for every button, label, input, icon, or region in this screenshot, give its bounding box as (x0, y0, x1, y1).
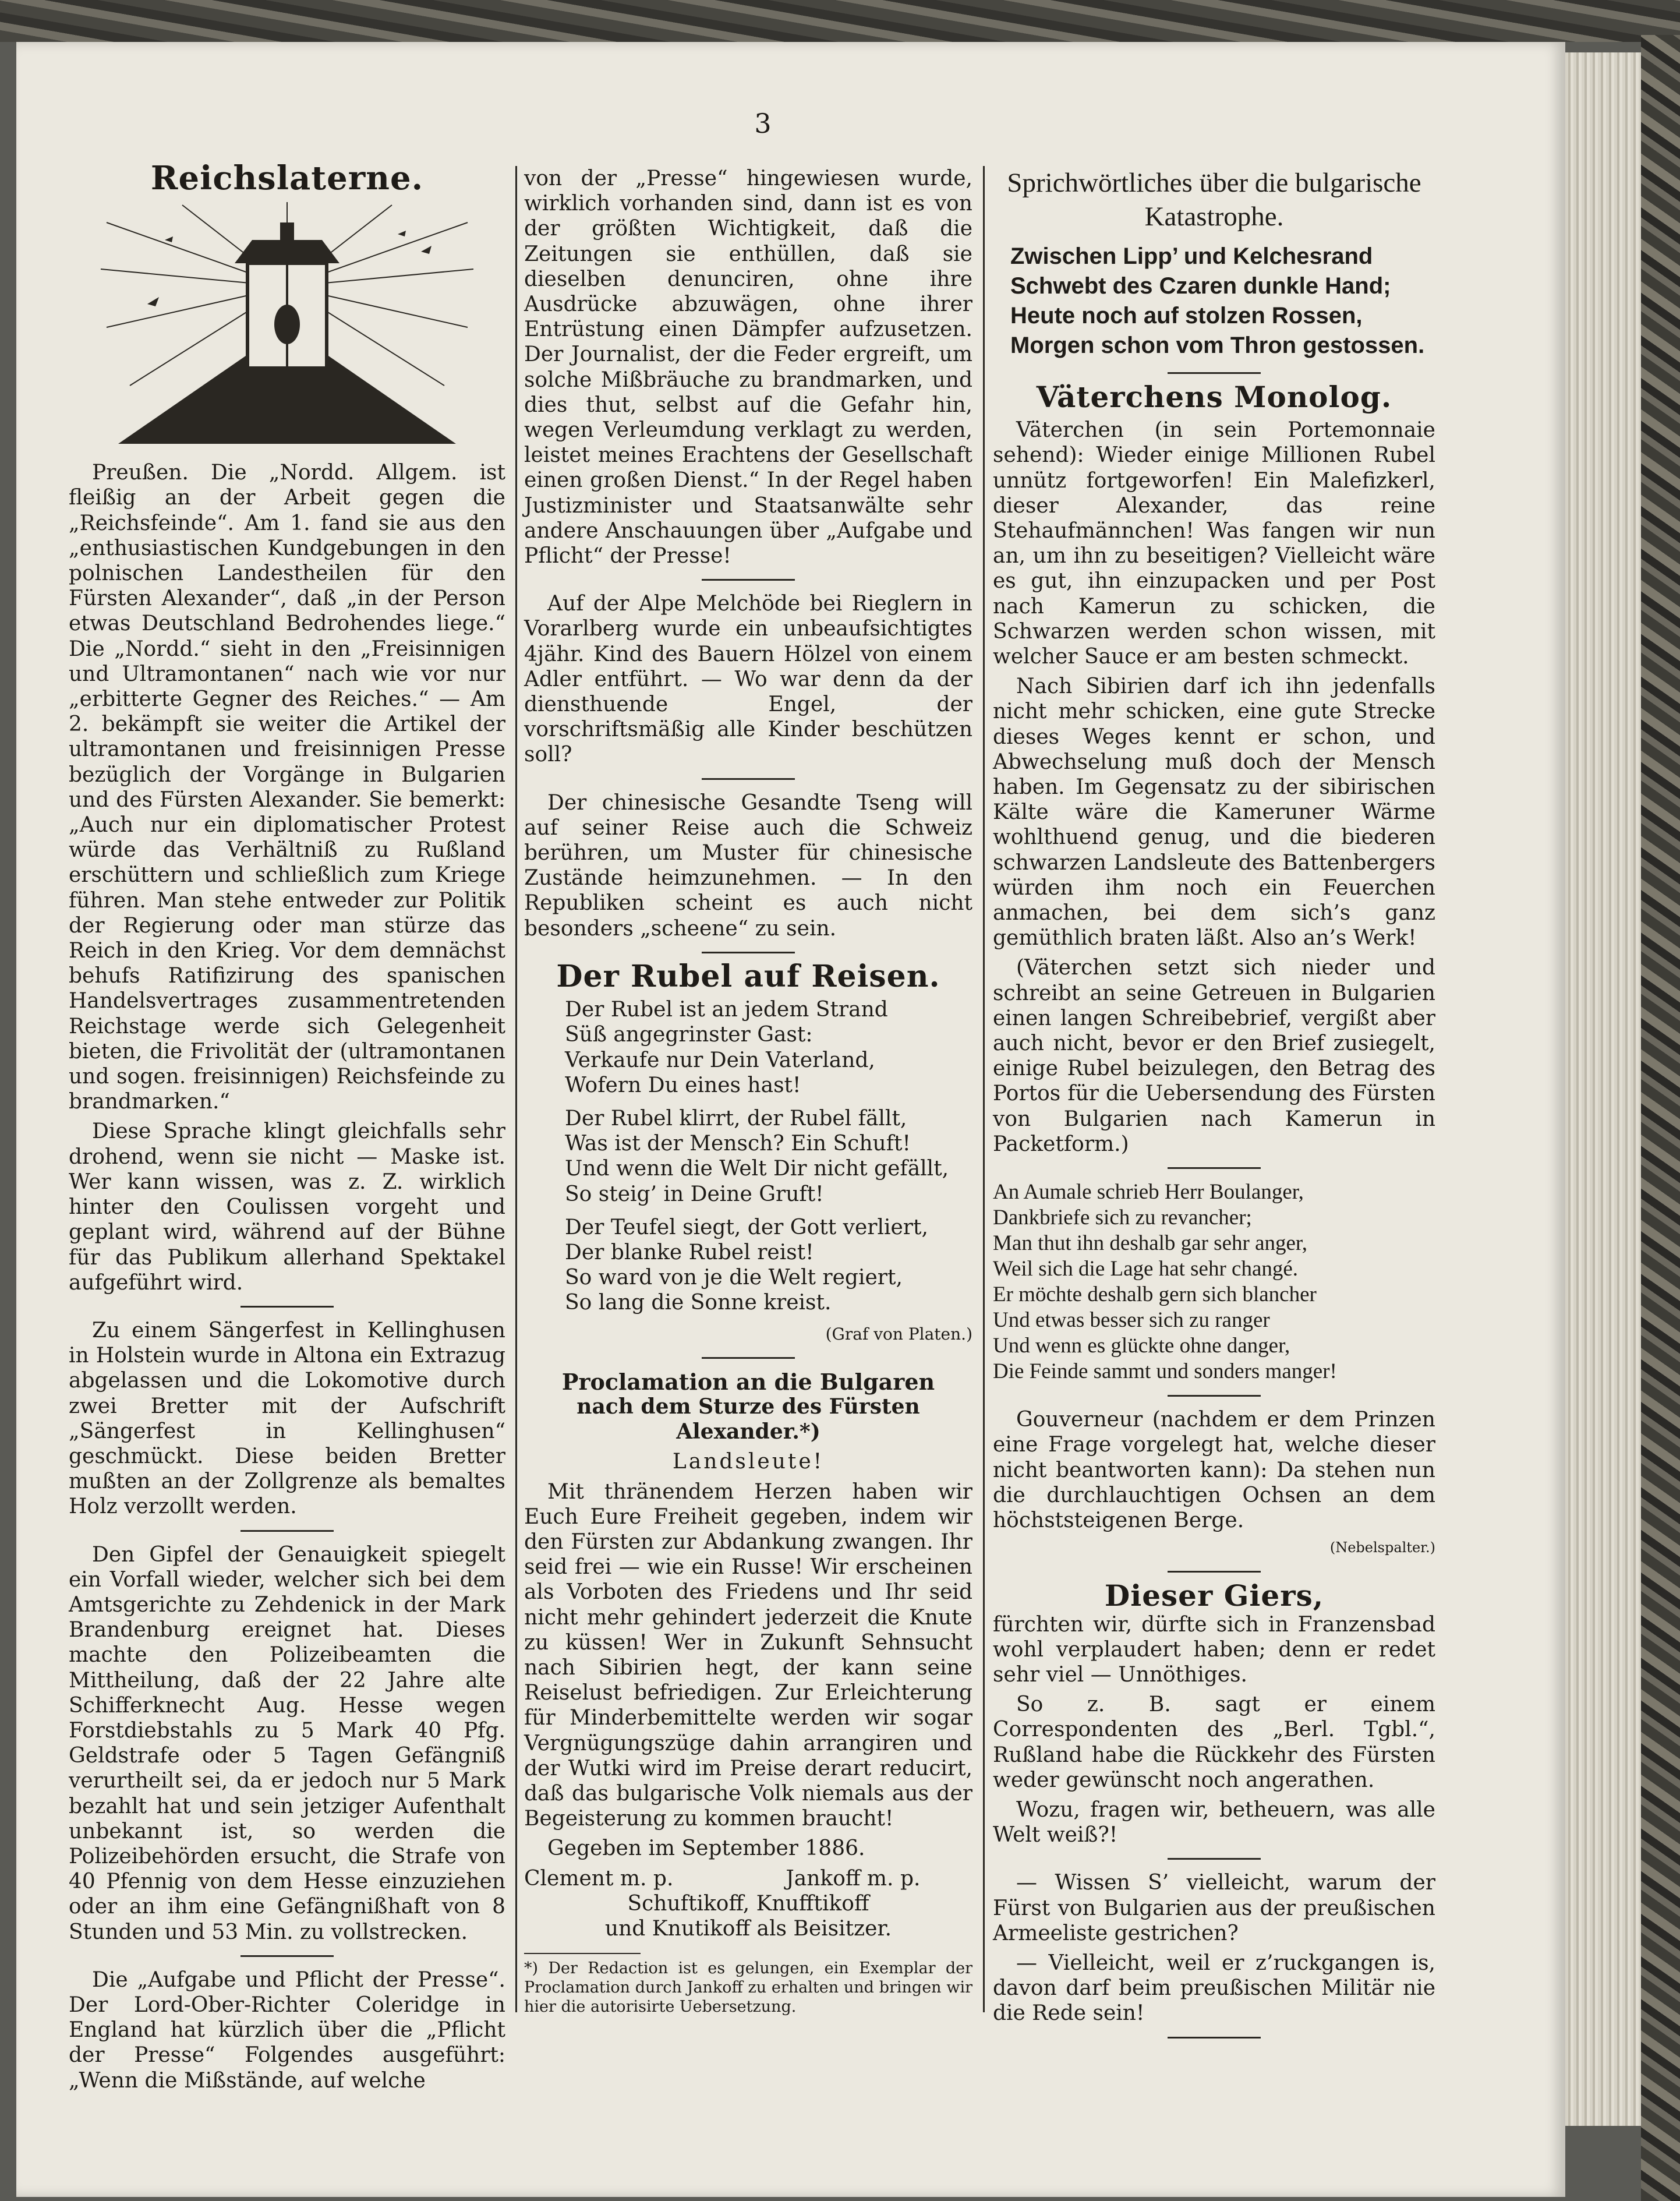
proverb-verse (1010, 242, 1435, 361)
separator (1168, 1395, 1261, 1397)
separator (240, 1306, 334, 1308)
proclamation-subtitle: nach dem Sturze des Fürsten Alexander.*) (576, 1394, 920, 1444)
paragraph-tseng: Der chinesische Gesandte Tseng will auf seiner Reise auch die Schweiz berühren, um Muster für chinesische Zustände heimzunehmen. — In den Republiken scheint es auch nicht besonders „scheene“ zu sein. (524, 790, 972, 941)
poem-line: Der blanke Rubel reist! (565, 1240, 814, 1264)
page-number: 3 (754, 108, 772, 139)
poem-line: So ward von je die Welt regiert, (565, 1266, 903, 1290)
separator (702, 579, 795, 581)
giers-paragraph: fürchten wir, dürfte sich in Franzensbad wohl verplaudert haben; denn er redet sehr viel — Unnöthiges. (993, 1612, 1435, 1687)
column-rule-right (983, 166, 985, 2012)
giers-paragraph: So z. B. sagt er einem Correspondenten des „Berl. Tgbl.“, Rußland habe die Rückkehr des Fürsten weder gewünscht noch angerathen. (993, 1693, 1435, 1792)
paragraph-preussen: Preußen. Die „Nordd. Allgem. ist fleißig an der Arbeit gegen die „Reichsfeinde“. Am 1. fand sie aus den „enthusiastischen Kundgebungen in den polnischen Landestheilen für den Fürsten Alexander“, daß „in der Person etwas Deutschland Bedrohendes liege.“ Die „Nordd.“ sieht in den „Freisinnigen und Ultramontanen“ nach wie vor nur „erbitterte Gegner des Reiches.“ — Am 2. bekämpft sie weiter die Artikel der ultramontanen und freisinnigen Presse bezüglich der Vorgänge in Bulgarien und des Fürsten Alexander. Sie bemerkt: „Auch nur ein diplomatischer Protest würde das Verhältniß zu Rußland erschüttern und schließlich zum Kriege führen. Man stehe entweder zur Politik der Regierung oder man stürze das Reich in den Krieg. Vor dem demnächst behufs Ratifizirung des spanischen Handelsvertrages zusammentretenden Reichstage werde sich Gelegenheit bieten, die Frivolität der (ultramontanen und sogen. freisinnigen) Reichsfeinde zu brandmarken.“ (69, 461, 505, 1114)
verse-line: Er möchte deshalb gern sich blancher (993, 1283, 1317, 1307)
poem-line: So lang die Sonne kreist. (565, 1291, 832, 1315)
dialog-line: — Wissen S’ vielleicht, warum der Fürst von Bulgarien aus der preußischen Armeeliste gestrichen? (993, 1871, 1435, 1945)
signature-clement: Clement m. p. (524, 1866, 674, 1891)
binding-top (0, 0, 1680, 42)
column-rule-left (515, 166, 517, 2012)
signature-jankoff: Jankoff m. p. (786, 1866, 921, 1891)
poem-line: Der Teufel siegt, der Gott verliert, (565, 1215, 928, 1239)
verse-line: Die Feinde sammt und sonders manger! (993, 1359, 1337, 1384)
poem-stanza (565, 1215, 972, 1316)
poem-line: So steig’ in Deine Gruft! (565, 1182, 824, 1206)
poem-line: Süß angegrinster Gast: (565, 1023, 813, 1047)
paragraph-saengerfest: Zu einem Sängerfest in Kellinghusen in Holstein wurde in Altona ein Extrazug abgelassen und die Lokomotive durch zwei Bretter mit der Aufschrift „Sängerfest in Kellinghusen“ geschmückt. Diese beiden Bretter mußten an der Zollgrenze als bemaltes Holz verzollt werden. (69, 1318, 505, 1519)
separator (1168, 1571, 1261, 1573)
separator (1168, 1167, 1261, 1169)
proclamation-text: Mit thränendem Herzen haben wir Euch Eure Freiheit gegeben, indem wir den Fürsten zur Abdankung zwangen. Ihr seid frei — wie ein Russe! Wir erscheinen als Vorboten des Friedens und Ihr seid nicht mehr gehindert jederzeit die Knute zu küssen! Wer in Zukunft Sehnsucht nach Sibirien hegt, der kann seine Reiselust befriedigen. Zur Erleichterung für Minderbemittelte werden wir sogar Vergnügungszüge dahin arrangiren und der Wutki wird im Preise derart reducirt, daß das bulgarische Volk niemals aus der Begeisterung zu kommen braucht! (524, 1479, 972, 1831)
poem-line: Der Rubel ist an jedem Strand (565, 998, 888, 1022)
monolog-paragraph: Nach Sibirien darf ich ihn jedenfalls nicht mehr schicken, eine gute Strecke dieses Weges kennt er schon, und Abwechselung muß doch der Mensch haben. Im Gegensatz zu der sibirischen Kälte wäre die Kameruner Wärme wohlthuend genug, und die biederen schwarzen Landsleute des Battenbergers würden ihm noch ein Feuerchen anmachen, bei dem sich’s ganz gemüthlich braten läßt. Also an’s Werk! (993, 674, 1435, 951)
dialog-line: — Vielleicht, weil er z’ruckgangen is, davon darf beim preußischen Militär nie die Rede sein! (993, 1951, 1435, 2026)
proclamation-salutation: Landsleute! (672, 1450, 825, 1474)
page-edges (1565, 52, 1641, 2126)
left-column (69, 159, 505, 2098)
poem-line: Was ist der Mensch? Ein Schuft! (565, 1132, 911, 1156)
separator (1168, 1858, 1261, 1860)
separator (240, 1955, 334, 1957)
boulanger-verse (993, 1179, 1435, 1384)
proverb-line: Schwebt des Czaren dunkle Hand; (1010, 273, 1391, 299)
verse-line: An Aumale schrieb Herr Boulanger, (993, 1180, 1304, 1204)
separator (702, 952, 795, 953)
monolog-paragraph: Väterchen (in sein Portemonnaie sehend): Wieder einige Millionen Rubel unnütz fortgeworfen! Ein Malefizkerl, dieser Alexander, das reine Stehaufmännchen! Was fangen wir nun an, um ihn zu beseitigen? Vielleicht wäre es gut, ihn einzupacken und per Post nach Kamerun zu schicken, die Schwarzen werden schon wissen, mit welcher Sauce er am besten schmeckt. (993, 418, 1435, 669)
marbled-binding (1641, 35, 1680, 2201)
proverb-line: Zwischen Lipp’ und Kelchesrand (1010, 243, 1373, 269)
paragraph-presse-cont: von der „Presse“ hingewiesen wurde, wirklich vorhanden sind, dann ist es von der größten Wichtigkeit, daß die Zeitungen sie enthüllen, daß sie dieselben denunciren, ohne ihre Ausdrücke abzuwägen, ohne ihrer Entrüstung einen Dämpfer aufzusetzen. Der Journalist, der die Feder ergreift, um solche Mißbräuche zu brandmarken, und dies thut, selbst auf die Gefahr hin, wegen Verleumdung verklagt zu werden, leistet meines Erachtens der Gesellschaft einen großen Dienst.“ In der Regel haben Justizminister und Staatsanwälte sehr andere Anschauungen über „Aufgabe und Pflicht“ der Presse! (524, 167, 972, 568)
proverb-line: Heute noch auf stolzen Rossen, (1010, 303, 1363, 328)
verse-line: Man thut ihn deshalb gar sehr anger, (993, 1231, 1308, 1256)
paragraph-genauigkeit: Den Gipfel der Genauigkeit spiegelt ein Vorfall wieder, welcher sich bei dem Amtsgerichte zu Zehdenick in der Mark Brandenburg ereignet hat. Dieses machte den Polizeibeamten die Mittheilung, daß der 22 Jahre alte Schifferknecht Aug. Hesse wegen Forstdiebstahls zu 5 Mark 40 Pfg. Geldstrafe oder 5 Tagen Gefängniß verurtheilt sei, da er jedoch nur 5 Mark bezahlt hat und sein jetziger Aufenthalt unbekannt ist, so werden die Polizeibehörden ersucht, die Strafe von 40 Pfennig von dem Hesse einzuziehen oder an ihm eine Gefängnißhaft von 8 Stunden und 53 Min. zu vollstrecken. (69, 1542, 505, 1944)
verse-line: Und etwas besser sich zu ranger (993, 1308, 1270, 1333)
poem-credit: (Graf von Platen.) (825, 1324, 972, 1344)
separator (1168, 372, 1261, 374)
paragraph-presse: Die „Aufgabe und Pflicht der Presse“. Der Lord-Ober-Richter Coleridge in England hat kürzlich über die „Pflicht der Presse“ Folgendes ausgeführt: „Wenn die Mißstände, auf welche (69, 1967, 505, 2093)
monolog-title: Väterchens Monolog. (1036, 380, 1392, 414)
assessors-line-1: Schuftikoff, Knufftikoff (627, 1891, 869, 1916)
lantern-icon (95, 199, 479, 444)
paragraph-adler: Auf der Alpe Melchöde bei Rieglern in Vorarlberg wurde ein unbeaufsichtigtes 4jähr. Kind des Bauern Hölzel von einem Adler entführt. — Wo war denn da der diensthuende Engel, der vorschriftsmäßig alle Kinder beschützen soll? (524, 592, 972, 767)
verse-line: Weil sich die Lage hat sehr changé. (993, 1257, 1299, 1281)
separator (702, 778, 795, 780)
middle-column (524, 166, 972, 2016)
monolog-paragraph: (Väterchen setzt sich nieder und schreibt an seine Getreuen in Bulgarien einen langen Schreibebrief, vergißt aber auch nicht, bevor er den Brief zusiegelt, einige Rubel beizulegen, den Betrag des Portos für die Uebersendung des Fürsten von Bulgarien nach Kamerun in Packetform.) (993, 956, 1435, 1156)
poem-stanza (565, 997, 972, 1098)
footnote-rule (524, 1953, 641, 1954)
proverb-line: Morgen schon vom Thron gestossen. (1010, 333, 1425, 358)
giers-title: Dieser Giers, (1104, 1578, 1324, 1613)
paragraph-sprache: Diese Sprache klingt gleichfalls sehr drohend, wenn sie nicht — Maske ist. Wer kann wissen, was z. Z. wirklich hinter den Coulissen vorgeht und geplant wird, während auf der Bühne für das Publikum allerhand Spektakel aufgeführt wird. (69, 1119, 505, 1295)
proclamation-title: Proclamation an die Bulgaren (561, 1368, 935, 1395)
separator (240, 1530, 334, 1532)
poem-stanza (565, 1106, 972, 1207)
proclamation-dateline: Gegeben im September 1886. (547, 1836, 865, 1861)
separator (1168, 2037, 1261, 2039)
separator (702, 1357, 795, 1359)
signature-line (524, 1866, 972, 1891)
assessors-line-2: und Knutikoff als Beisitzer. (604, 1917, 892, 1941)
giers-paragraph: Wozu, fragen wir, betheuern, was alle Welt weiß?! (993, 1797, 1435, 1847)
footnote: *) Der Redaction ist es gelungen, ein Exemplar der Proclamation durch Jankoff zu erhalten und bringen wir hier die autorisirte Uebersetzung. (524, 1959, 972, 2016)
nebelspalter-credit: (Nebelspalter.) (1329, 1539, 1435, 1556)
poem-line: Verkaufe nur Dein Vaterland, (565, 1048, 875, 1072)
poem-line: Und wenn die Welt Dir nicht gefällt, (565, 1157, 949, 1181)
gouverneur-paragraph: Gouverneur (nachdem er dem Prinzen eine Frage vorgelegt hat, welche dieser nicht beantworten kann): Da stehen nun die durchlauchtigen Ochsen an dem höchststeigenen Berge. (993, 1408, 1435, 1532)
rubel-poem-title: Der Rubel auf Reisen. (556, 958, 940, 994)
poem-line: Der Rubel klirrt, der Rubel fällt, (565, 1106, 907, 1130)
verse-line: Dankbriefe sich zu revancher; (993, 1206, 1252, 1230)
right-column (993, 166, 1435, 2049)
poem-line: Wofern Du eines hast! (565, 1073, 801, 1097)
reichslaterne-title: Reichslaterne. (150, 159, 424, 197)
verse-line: Und wenn es glückte ohne danger, (993, 1334, 1290, 1358)
sprichwoertliches-title: Sprichwörtliches über die bulgarische Katastrophe. (1007, 168, 1421, 232)
